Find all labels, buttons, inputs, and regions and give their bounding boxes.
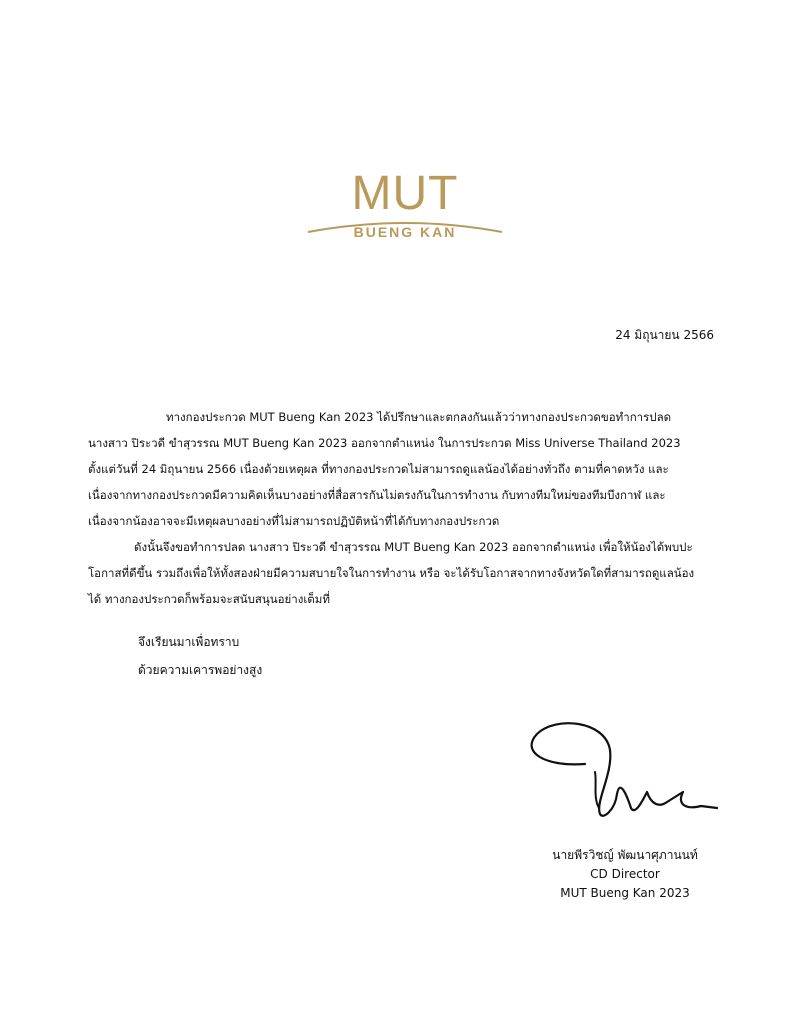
body-line: นางสาว ปิระวดี ขำสุวรรณ MUT Bueng Kan 2023 ออกจากตำแหน่ง ในการประกวด Miss Universe Thailand 2023: [88, 436, 681, 450]
logo-sub-text: BUENG KAN: [353, 224, 457, 240]
body-line: เนื่องจากทางกองประกวดมีความคิดเห็นบางอย่างที่สื่อสารกันไม่ตรงกันในการทำงาน กับทางทีมใหม่ของทีมบึงกาฬ และ: [88, 488, 666, 502]
body-line: โอกาสที่ดีขึ้น รวมถึงเพื่อให้ทั้งสองฝ่ายมีความสบายใจในการทำงาน หรือ จะได้รับโอกาสจากทางจังหวัดใดที่สามารถดูแลน้อง: [88, 566, 695, 580]
mut-bueng-kan-logo: [300, 168, 510, 248]
letter-date: 24 มิถุนายน 2566: [615, 328, 714, 342]
signer-organization: MUT Bueng Kan 2023: [560, 886, 690, 900]
handwritten-signature: [525, 712, 725, 822]
signer-name: นายพีรวิชญ์ พัฒนาศุภานนท์: [552, 848, 698, 862]
body-line: เนื่องจากน้องอาจจะมีเหตุผลบางอย่างที่ไม่สามารถปฏิบัติหน้าที่ได้กับทางกองประกวด: [88, 514, 500, 528]
closing-line-2: ด้วยความเคารพอย่างสูง: [138, 663, 263, 677]
signer-block: [520, 846, 730, 903]
body-line: ดังนั้นจึงขอทำการปลด นางสาว ปิระวดี ขำสุวรรณ MUT Bueng Kan 2023 ออกจากตำแหน่ง เพื่อให้น้องได้พบปะ: [134, 540, 693, 554]
body-line: ตั้งแต่วันที่ 24 มิถุนายน 2566 เนื่องด้วยเหตุผล ที่ทางกองประกวดไม่สามารถดูแลน้องได้อย่างทั่วถึง ตามที่คาดหวัง และ: [88, 462, 669, 476]
logo-main-text: MUT: [351, 167, 459, 220]
body-line: ได้ ทางกองประกวดก็พร้อมจะสนับสนุนอย่างเต็มที่: [88, 592, 330, 606]
signer-title: CD Director: [590, 867, 660, 881]
body-line: ทางกองประกวด MUT Bueng Kan 2023 ได้ปรึกษาและตกลงกันแล้วว่าทางกองประกวดขอทำการปลด: [166, 410, 672, 424]
letter-body: [88, 404, 718, 612]
closing-line-1: จึงเรียนมาเพื่อทราบ: [138, 635, 240, 649]
letter-closing: [138, 628, 262, 684]
